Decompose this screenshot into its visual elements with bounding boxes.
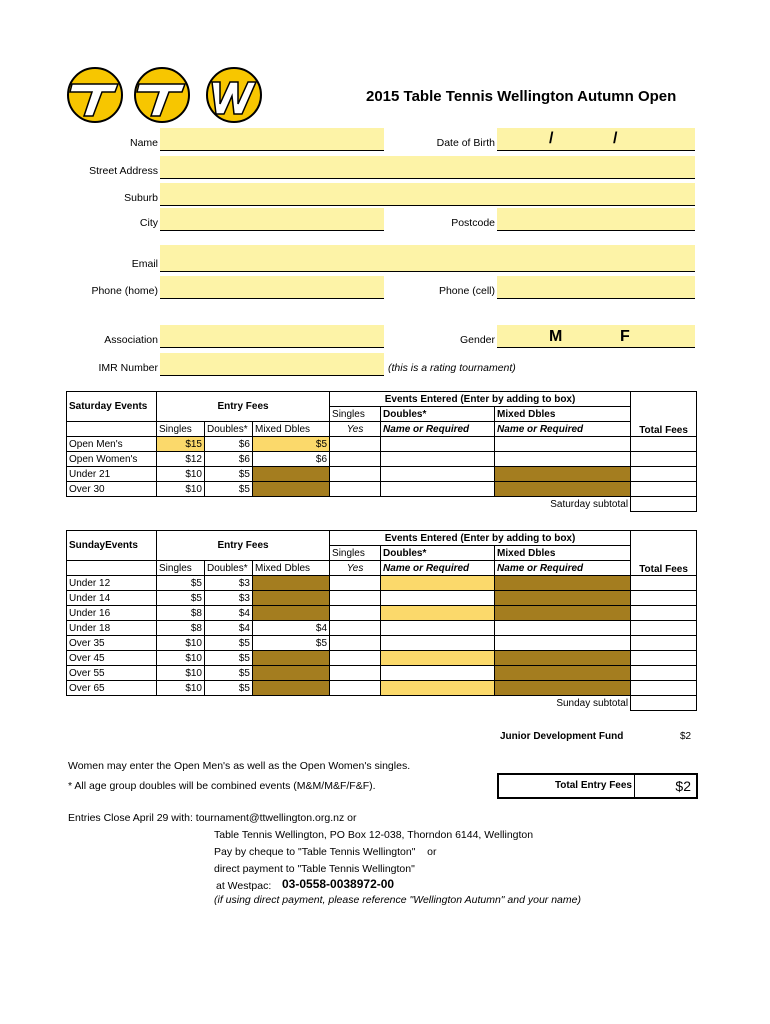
sun-singles-header: Singles — [330, 546, 381, 561]
fee-doubles: $3 — [205, 591, 253, 606]
table-row — [67, 452, 697, 467]
doubles-entry[interactable] — [381, 666, 495, 681]
singles-entry[interactable] — [330, 621, 381, 636]
event-name: Over 35 — [67, 636, 157, 651]
fee-doubles: $4 — [205, 621, 253, 636]
street-input[interactable] — [160, 156, 695, 179]
city-label: City — [139, 217, 158, 229]
total-fee — [631, 452, 697, 467]
fee-mixed-blocked — [253, 681, 330, 696]
fee-doubles: $6 — [205, 452, 253, 467]
fee-mixed: $5 — [253, 636, 330, 651]
junior-fund-label: Junior Development Fund — [500, 731, 624, 742]
junior-fund-value: $2 — [680, 731, 692, 742]
imr-label: IMR Number — [98, 362, 158, 374]
mixed-entry-blocked — [495, 606, 631, 621]
total-entry-box — [497, 773, 698, 799]
mixed-entry-blocked — [495, 591, 631, 606]
note-westpac-account: 03-0558-0038972-00 — [282, 877, 395, 891]
singles-entry[interactable] — [330, 452, 381, 467]
doubles-entry[interactable] — [381, 636, 495, 651]
total-fee — [631, 666, 697, 681]
fee-doubles: $4 — [205, 606, 253, 621]
fee-mixed-blocked — [253, 591, 330, 606]
fee-doubles: $5 — [205, 651, 253, 666]
table-row — [67, 651, 697, 666]
note-direct: direct payment to "Table Tennis Wellington" — [214, 863, 415, 875]
fee-singles: $10 — [157, 651, 205, 666]
total-fee — [631, 482, 697, 497]
gender-m[interactable]: M — [549, 328, 563, 345]
phone-cell-label: Phone (cell) — [438, 285, 495, 297]
fee-mixed: $4 — [253, 621, 330, 636]
saturday-entry-fees-header: Entry Fees — [157, 392, 330, 422]
singles-entry[interactable] — [330, 467, 381, 482]
sat-name-req-mixed: Name or Required — [495, 422, 631, 437]
table-row — [67, 606, 697, 621]
phone-home-label: Phone (home) — [91, 285, 158, 297]
doubles-entry[interactable] — [381, 437, 495, 452]
doubles-entry[interactable] — [381, 591, 495, 606]
fee-singles: $5 — [157, 576, 205, 591]
sun-blank — [67, 561, 157, 576]
event-name: Under 12 — [67, 576, 157, 591]
note-reference: (if using direct payment, please reference "Wellington Autumn" and your name) — [214, 894, 581, 906]
doubles-entry[interactable] — [381, 482, 495, 497]
saturday-label: Saturday Events — [67, 392, 157, 422]
sunday-entry-fees-header: Entry Fees — [157, 531, 330, 561]
form-title: 2015 Table Tennis Wellington Autumn Open — [366, 88, 677, 105]
event-name: Under 18 — [67, 621, 157, 636]
sunday-events-entered-header: Events Entered (Enter by adding to box) — [330, 531, 631, 546]
logo-circle-1 — [68, 68, 122, 122]
mixed-entry[interactable] — [495, 621, 631, 636]
gender-label: Gender — [459, 334, 495, 346]
singles-entry[interactable] — [330, 591, 381, 606]
mixed-entry-blocked — [495, 576, 631, 591]
city-input[interactable] — [160, 208, 384, 231]
sun-yes-header: Yes — [330, 561, 381, 576]
sun-doubles-header: Doubles* — [381, 546, 495, 561]
fee-mixed-blocked — [253, 576, 330, 591]
total-fee — [631, 681, 697, 696]
doubles-entry[interactable] — [381, 576, 495, 591]
email-input[interactable] — [160, 249, 695, 272]
saturday-total-fees-header: Total Fees — [631, 392, 697, 437]
phone-home-input[interactable] — [160, 276, 384, 299]
dob-label: Date of Birth — [436, 137, 495, 149]
fee-mixed: $5 — [253, 437, 330, 452]
singles-entry[interactable] — [330, 681, 381, 696]
association-input[interactable] — [160, 325, 384, 348]
dob-separator-1: / — [549, 130, 554, 147]
mixed-entry[interactable] — [495, 437, 631, 452]
fee-singles: $8 — [157, 621, 205, 636]
sun-mixed-header: Mixed Dbles — [495, 546, 631, 561]
event-name: Under 21 — [67, 467, 157, 482]
fee-singles: $5 — [157, 591, 205, 606]
event-name: Under 14 — [67, 591, 157, 606]
dob-input[interactable] — [497, 128, 695, 151]
total-fee — [631, 606, 697, 621]
fee-doubles: $3 — [205, 576, 253, 591]
fee-singles: $10 — [157, 482, 205, 497]
fee-doubles: $5 — [205, 482, 253, 497]
mixed-entry-blocked — [495, 681, 631, 696]
fee-singles: $8 — [157, 606, 205, 621]
singles-entry[interactable] — [330, 636, 381, 651]
total-fee — [631, 636, 697, 651]
name-label: Name — [129, 137, 158, 149]
sat-blank — [67, 422, 157, 437]
imr-note: (this is a rating tournament) — [388, 362, 516, 374]
saturday-subtotal-label: Saturday subtotal — [550, 498, 629, 510]
sunday-subtotal-value — [631, 696, 697, 711]
doubles-entry[interactable] — [381, 621, 495, 636]
fee-doubles: $5 — [205, 467, 253, 482]
sun-fee-mixed-header: Mixed Dbles — [253, 561, 330, 576]
suburb-label: Suburb — [124, 192, 158, 204]
singles-entry[interactable] — [330, 666, 381, 681]
singles-entry[interactable] — [330, 576, 381, 591]
gender-input[interactable] — [497, 325, 695, 348]
sat-mixed-header: Mixed Dbles — [495, 407, 631, 422]
fee-mixed-blocked — [253, 482, 330, 497]
dob-separator-2: / — [613, 130, 618, 147]
email-label: Email — [131, 258, 158, 270]
sunday-label: SundayEvents — [67, 531, 157, 561]
name-input[interactable] — [160, 128, 384, 151]
table-row — [67, 482, 697, 497]
fee-singles: $10 — [157, 636, 205, 651]
singles-entry[interactable] — [330, 651, 381, 666]
sunday-subtotal-label: Sunday subtotal — [556, 697, 629, 709]
fee-mixed-blocked — [253, 666, 330, 681]
doubles-entry[interactable] — [381, 467, 495, 482]
fee-doubles: $5 — [205, 681, 253, 696]
event-name: Over 55 — [67, 666, 157, 681]
sat-singles-header: Singles — [330, 407, 381, 422]
sunday-total-fees-header: Total Fees — [631, 531, 697, 576]
table-row — [67, 681, 697, 696]
mixed-entry-blocked — [495, 467, 631, 482]
fee-mixed-blocked — [253, 651, 330, 666]
ttw-logo — [66, 66, 266, 124]
singles-entry[interactable] — [330, 482, 381, 497]
event-name: Open Women's — [67, 452, 157, 467]
logo-circle-2 — [135, 68, 189, 122]
table-row — [67, 576, 697, 591]
street-label: Street Address — [89, 165, 158, 177]
sat-doubles-header: Doubles* — [381, 407, 495, 422]
association-label: Association — [104, 334, 158, 346]
fee-doubles: $5 — [205, 666, 253, 681]
mixed-entry-blocked — [495, 482, 631, 497]
doubles-entry[interactable] — [381, 606, 495, 621]
note-doubles: * All age group doubles will be combined events (M&M/M&F/F&F). — [68, 780, 376, 792]
doubles-entry[interactable] — [381, 651, 495, 666]
total-entry-value: $2 — [675, 778, 691, 794]
fee-singles: $10 — [157, 681, 205, 696]
note-entries-close: Entries Close April 29 with: tournament@ttwellington.org.nz or — [68, 812, 357, 824]
event-name: Over 30 — [67, 482, 157, 497]
doubles-entry[interactable] — [381, 681, 495, 696]
sat-fee-mixed-header: Mixed Dbles — [253, 422, 330, 437]
saturday-events-entered-header: Events Entered (Enter by adding to box) — [330, 392, 631, 407]
gender-f[interactable]: F — [620, 328, 630, 345]
fee-mixed-blocked — [253, 467, 330, 482]
total-fee — [631, 651, 697, 666]
total-fee — [631, 576, 697, 591]
event-name: Over 45 — [67, 651, 157, 666]
sun-fee-doubles-header: Doubles* — [205, 561, 253, 576]
phone-cell-input[interactable] — [497, 276, 695, 299]
imr-input[interactable] — [160, 353, 384, 376]
table-row — [67, 591, 697, 606]
event-name: Over 65 — [67, 681, 157, 696]
table-row — [67, 636, 697, 651]
total-entry-label: Total Entry Fees — [499, 775, 635, 797]
event-name: Open Men's — [67, 437, 157, 452]
saturday-table — [66, 391, 697, 512]
fee-doubles: $5 — [205, 636, 253, 651]
event-name: Under 16 — [67, 606, 157, 621]
note-cheque: Pay by cheque to "Table Tennis Wellington" or — [214, 846, 437, 858]
note-address: Table Tennis Wellington, PO Box 12-038, Thorndon 6144, Wellington — [214, 829, 534, 841]
total-fee — [631, 591, 697, 606]
total-fee — [631, 467, 697, 482]
table-row — [67, 467, 697, 482]
fee-singles: $12 — [157, 452, 205, 467]
postcode-label: Postcode — [451, 217, 495, 229]
sun-fee-singles-header: Singles — [157, 561, 205, 576]
logo-circle-3 — [207, 68, 261, 122]
total-fee — [631, 621, 697, 636]
fee-singles: $15 — [157, 437, 205, 452]
total-fee — [631, 437, 697, 452]
table-row — [67, 621, 697, 636]
table-row — [67, 437, 697, 452]
singles-entry[interactable] — [330, 437, 381, 452]
fee-mixed: $6 — [253, 452, 330, 467]
note-women: Women may enter the Open Men's as well as the Open Women's singles. — [68, 760, 411, 772]
fee-singles: $10 — [157, 666, 205, 681]
fee-doubles: $6 — [205, 437, 253, 452]
doubles-entry[interactable] — [381, 452, 495, 467]
suburb-input[interactable] — [160, 183, 695, 206]
note-westpac-label: at Westpac: — [216, 880, 272, 892]
table-row — [67, 666, 697, 681]
sun-name-req-mixed: Name or Required — [495, 561, 631, 576]
sun-name-req-doubles: Name or Required — [381, 561, 495, 576]
sat-fee-singles-header: Singles — [157, 422, 205, 437]
mixed-entry[interactable] — [495, 452, 631, 467]
sat-yes-header: Yes — [330, 422, 381, 437]
fee-mixed-blocked — [253, 606, 330, 621]
sat-fee-doubles-header: Doubles* — [205, 422, 253, 437]
saturday-subtotal-value — [631, 497, 697, 512]
singles-entry[interactable] — [330, 606, 381, 621]
postcode-input[interactable] — [497, 208, 695, 231]
mixed-entry-blocked — [495, 651, 631, 666]
sat-name-req-doubles: Name or Required — [381, 422, 495, 437]
fee-singles: $10 — [157, 467, 205, 482]
mixed-entry[interactable] — [495, 636, 631, 651]
mixed-entry-blocked — [495, 666, 631, 681]
sunday-table — [66, 530, 697, 711]
